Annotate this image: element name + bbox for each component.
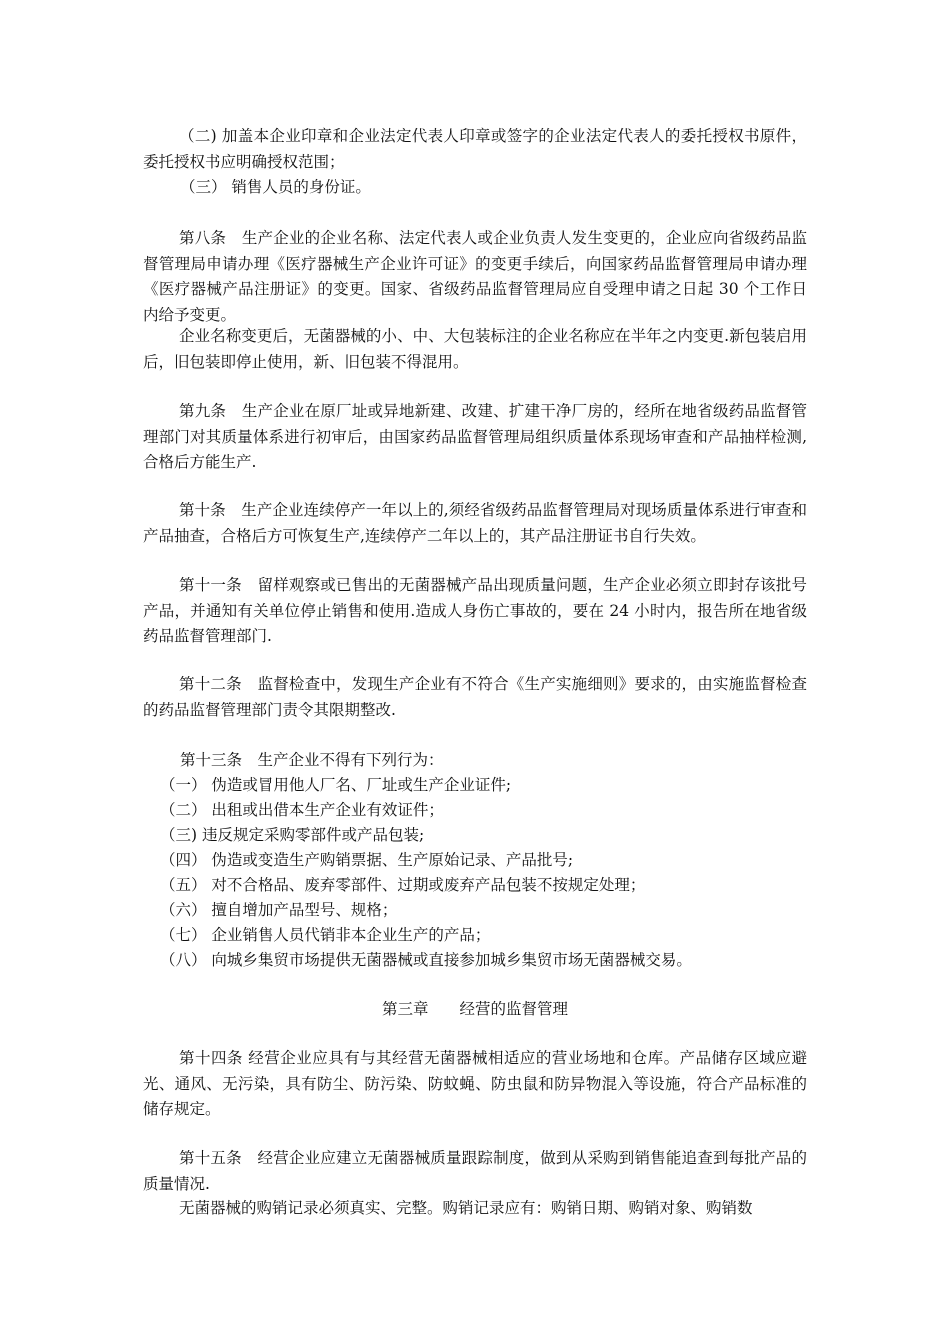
list-item-id-card: （三） 销售人员的身份证。 — [180, 178, 371, 196]
paragraph-authorization-letter: （二) 加盖本企业印章和企业法定代表人印章或签字的企业法定代表人的委托授权书原件，委托授权书应明确授权范围； — [143, 127, 807, 171]
chapter-heading: 第三章 经营的监督管理 — [381, 1000, 568, 1018]
list-item: （六） 擅自增加产品型号、规格； — [160, 901, 398, 919]
list-item: （一） 伪造或冒用他人厂名、厂址或生产企业证件; — [160, 776, 512, 794]
article-15: 第十五条 经营企业应建立无菌器械质量跟踪制度，做到从采购到销售能追查到每批产品的质量情况. — [143, 1149, 807, 1193]
article-9: 第九条 生产企业在原厂址或异地新建、改建、扩建干净厂房的，经所在地省级药品监督管理部门对其质量体系进行初审后，由国家药品监督管理局组织质量体系现场审查和产品抽样检测,合格后方能生产. — [143, 402, 807, 471]
article-14: 第十四条 经营企业应具有与其经营无菌器械相适应的营业场地和仓库。产品储存区域应避光、通风、无污染，具有防尘、防污染、防蚊蝇、防虫鼠和防异物混入等设施，符合产品标准的储存规定。 — [143, 1049, 807, 1118]
article-12: 第十二条 监督检查中，发现生产企业有不符合《生产实施细则》要求的，由实施监督检查的药品监督管理部门责令其限期整改. — [143, 675, 807, 719]
article-13: 第十三条 生产企业不得有下列行为： — [180, 751, 444, 769]
list-item: （八） 向城乡集贸市场提供无菌器械或直接参加城乡集贸市场无菌器械交易。 — [160, 951, 692, 969]
list-item: （五） 对不合格品、废弃零部件、过期或废弃产品包装不按规定处理； — [160, 876, 646, 894]
article-11: 第十一条 留样观察或已售出的无菌器械产品出现质量问题，生产企业必须立即封存该批号产品，并通知有关单位停止销售和使用.造成人身伤亡事故的，要在 24 小时内，报告所在地省级药品监督管理部门. — [143, 576, 807, 645]
list-item: （三) 违反规定采购零部件或产品包装; — [160, 826, 425, 844]
list-item: （四） 伪造或变造生产购销票据、生产原始记录、产品批号; — [160, 851, 574, 869]
article-8: 第八条 生产企业的企业名称、法定代表人或企业负责人发生变更的，企业应向省级药品监督管理局申请办理《医疗器械生产企业许可证》的变更手续后，向国家药品监督管理局申请办理《医疗器械产品注册证》的变更。国家、省级药品监督管理局应自受理申请之日起 30 个工作日内给予变更。 — [143, 229, 807, 324]
article-15-records: 无菌器械的购销记录必须真实、完整。购销记录应有：购销日期、购销对象、购销数 — [179, 1199, 753, 1217]
list-item: （七） 企业销售人员代销非本企业生产的产品； — [160, 926, 491, 944]
article-10: 第十条 生产企业连续停产一年以上的,须经省级药品监督管理局对现场质量体系进行审查和产品抽查，合格后方可恢复生产,连续停产二年以上的，其产品注册证书自行失效。 — [143, 501, 807, 545]
article-8-name-change: 企业名称变更后，无菌器械的小、中、大包装标注的企业名称应在半年之内变更.新包装启用后，旧包装即停止使用，新、旧包装不得混用。 — [143, 327, 807, 371]
list-item: （二） 出租或出借本生产企业有效证件； — [160, 801, 444, 819]
